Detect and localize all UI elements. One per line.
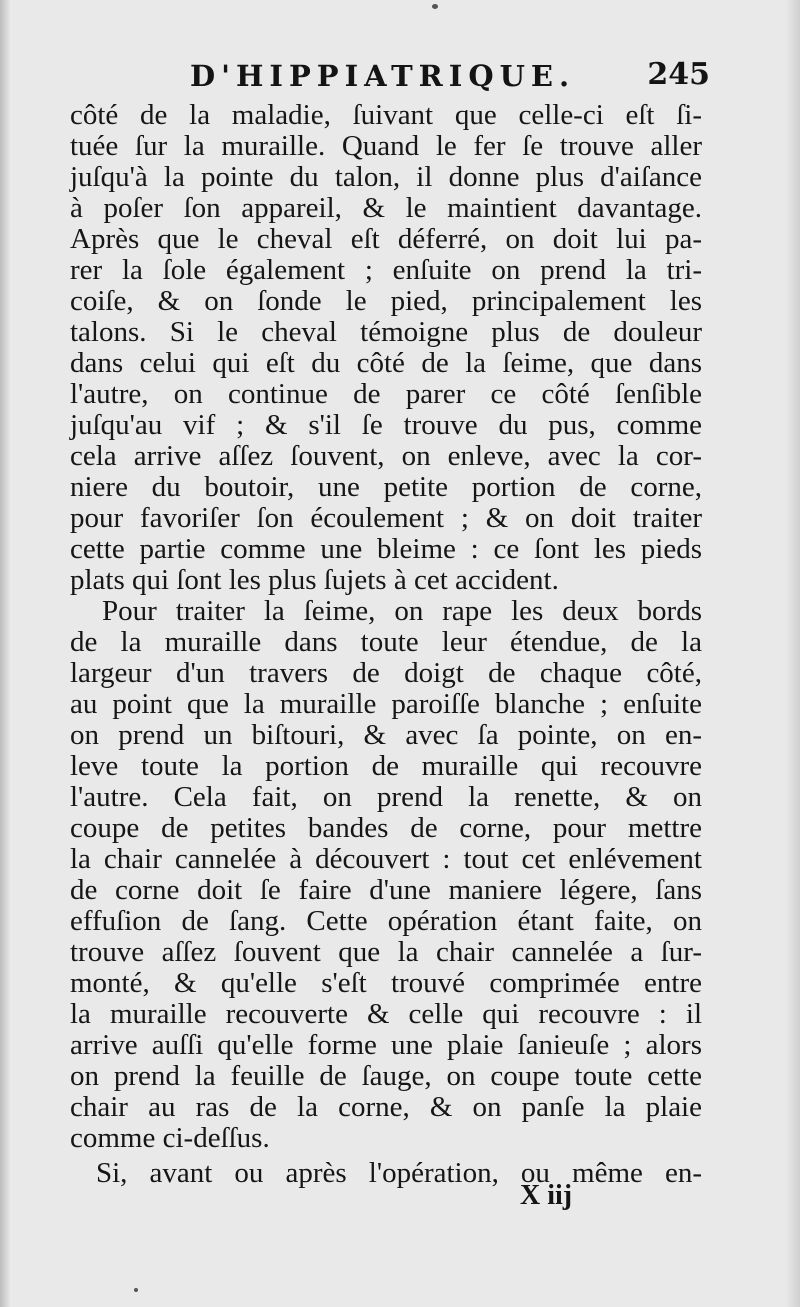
page-number: 245 [647,57,710,92]
page-edge [786,0,800,1307]
text-line: effuſion de ſang. Cette opération étant faite, on [70,905,702,937]
text-line: on prend la feuille de ſauge, on coupe toute cette [70,1060,702,1092]
text-line: l'autre. Cela fait, on prend la renette, & on [70,781,702,813]
text-line: niere du boutoir, une petite portion de corne, [70,471,702,503]
page-header [190,55,710,97]
text-line: talons. Si le cheval témoigne plus de douleur [70,316,702,348]
text-line: l'autre, on continue de parer ce côté ſenſible [70,378,702,410]
text-line: à poſer ſon appareil, & le maintient davantage. [70,192,702,224]
text-line: monté, & qu'elle s'eſt trouvé comprimée entre [70,967,702,999]
text-line: cela arrive aſſez ſouvent, on enleve, avec la cor- [70,440,702,472]
text-line: la muraille recouverte & celle qui recouvre : il [70,998,702,1030]
paper-speck [432,4,438,9]
text-line: leve toute la portion de muraille qui recouvre [70,750,702,782]
text-line: comme ci-deſſus. [70,1122,270,1154]
text-line: trouve aſſez ſouvent que la chair cannelée a ſur- [70,936,702,968]
text-line: côté de la maladie, ſuivant que celle-ci eſt ſi- [70,99,702,131]
text-line: Après que le cheval eſt déferré, on doit lui pa- [70,223,702,255]
text-line: de corne doit ſe faire d'une maniere légere, ſans [70,874,702,906]
text-line: dans celui qui eſt du côté de la ſeime, que dans [70,347,702,379]
paragraph-first-line: Pour traiter la ſeime, on rape les deux bords [102,595,702,627]
body-text [70,100,702,1189]
paper-speck [134,1288,138,1292]
text-line: coiſe, & on ſonde le pied, principalement les [70,285,702,317]
text-line: largeur d'un travers de doigt de chaque côté, [70,657,702,689]
text-line: tuée ſur la muraille. Quand le fer ſe trouve aller [70,130,702,162]
text-line: de la muraille dans toute leur étendue, de la [70,626,702,658]
running-head: D'HIPPIATRIQUE. [190,59,576,93]
text-line: chair au ras de la corne, & on panſe la plaie [70,1091,702,1123]
text-line: on prend un biſtouri, & avec ſa pointe, on en- [70,719,702,751]
text-line: coupe de petites bandes de corne, pour mettre [70,812,702,844]
text-line: la chair cannelée à découvert : tout cet enlévement [70,843,702,875]
paragraph-first-line: Si, avant ou après l'opération, ou même en- [96,1157,702,1189]
text-line: pour favoriſer ſon écoulement ; & on doit traiter [70,502,702,534]
text-line: arrive auſſi qu'elle forme une plaie ſanieuſe ; alors [70,1029,702,1061]
signature-mark: X iij [520,1180,573,1211]
text-line: rer la ſole également ; enſuite on prend la tri- [70,254,702,286]
text-line: au point que la muraille paroiſſe blanche ; enſuite [70,688,702,720]
text-line: juſqu'au vif ; & s'il ſe trouve du pus, comme [70,409,702,441]
text-line: plats qui ſont les plus ſujets à cet accident. [70,564,559,596]
page-gutter-shadow [0,0,10,1307]
text-line: juſqu'à la pointe du talon, il donne plus d'aiſance [70,161,702,193]
text-line: cette partie comme une bleime : ce ſont les pieds [70,533,702,565]
